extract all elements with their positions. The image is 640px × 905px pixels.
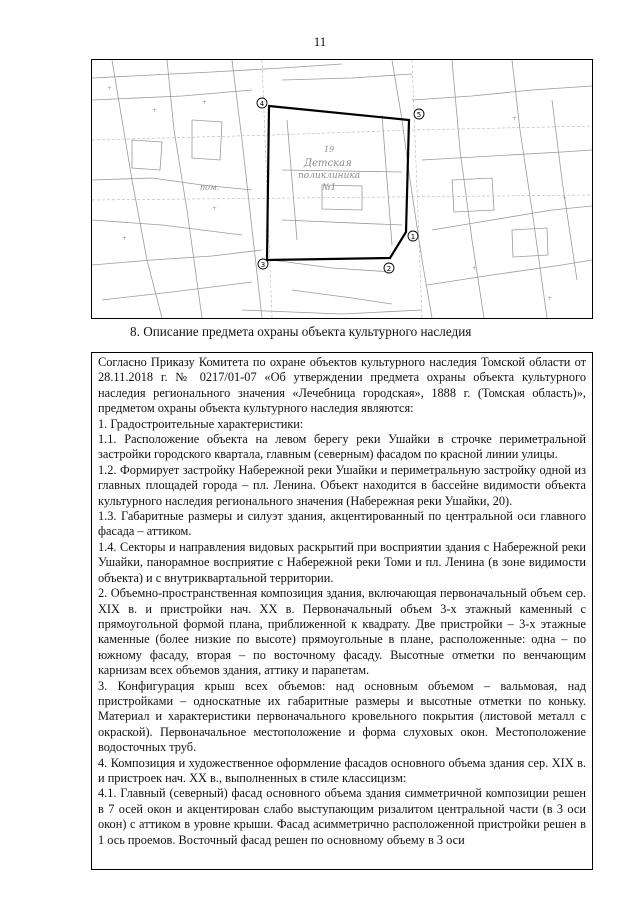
- section-heading: 8. Описание предмета охраны объекта культурного наследия: [130, 324, 472, 339]
- boundary-point-5: [414, 109, 424, 119]
- list-item: 1. Градостроительные характеристики:: [98, 416, 304, 431]
- map-building-label-2: поликлиника: [298, 171, 361, 181]
- boundary-point-4: [257, 98, 267, 108]
- site-plan-map: [91, 59, 593, 319]
- boundary-point-1: [408, 231, 418, 241]
- svg-text:+: +: [152, 107, 158, 114]
- page-number: 11: [313, 34, 327, 49]
- intro-paragraph: Согласно Приказу Комитета по охране объектов культурного наследия Томской области от 28.11.2018 г. № 0217/01-07 «Об утверждении предмета охраны объекта культурного наследия регионального значения «Лечебница городская», 1888 г. (Томская область)», предметом охраны объекта культурного наследия являются:: [98, 355, 586, 416]
- list-item: 4.1. Главный (северный) фасад основного объема здания симметричной композиции решен в 7 осей окон и акцентирован слабо выступающим ризалитом центральной части (в 3 оси окон) с аттиком в уровне крыши. Фасад асимметрично расположенной пристройки решен в 1 ось проемов. Восточный фасад решен по основному объему в 3 оси: [98, 786, 586, 847]
- svg-text:4: 4: [259, 100, 265, 108]
- boundary-point-3: [258, 259, 268, 269]
- map-small-marks: [107, 85, 567, 302]
- svg-text:2: 2: [386, 265, 392, 273]
- protection-subject-text: [92, 353, 592, 848]
- site-plan-drawing: [92, 60, 592, 318]
- svg-text:+: +: [122, 235, 128, 242]
- svg-text:+: +: [562, 195, 568, 202]
- svg-text:+: +: [547, 295, 553, 302]
- svg-text:+: +: [212, 205, 218, 212]
- map-dashed-lines: [92, 60, 592, 318]
- list-item: 2. Объемно-пространственная композиция здания, включающая первоначальный объем сер. XIX в. и пристройки нач. XX в. Первоначальный объем 3-х этажный каменный с прямоугольной формой плана, приближенной к квадрату. Две пристройки – 3-х этажные каменные (более низкие по высоте) прямоугольные в плане, расположенные: одна – по южному фасаду, вторая – по восточному фасаду. Высотные отметки по венчающим карнизам всех объемов здания, аттику и парапетам.: [98, 586, 586, 678]
- svg-text:+: +: [472, 265, 478, 272]
- list-item: 1.1. Расположение объекта на левом берегу реки Ушайки в строчке периметральной застройки городского квартала, главным (северным) фасадом по красной линии улицы.: [98, 432, 586, 462]
- list-item: 1.4. Секторы и направления видовых раскрытий при восприятии здания с Набережной реки Ушайки, панорамное восприятие с Набережной реки Томи и пл. Ленина (в зоне видимости объекта) и с внутриквартальной территории.: [98, 539, 586, 585]
- boundary-point-2: [384, 263, 394, 273]
- map-west-label: пом.: [200, 183, 220, 192]
- map-building-label-3: №1: [322, 183, 337, 193]
- svg-text:+: +: [512, 115, 518, 122]
- svg-text:+: +: [202, 99, 208, 106]
- list-item: 1.2. Формирует застройку Набережной реки Ушайки и периметральную застройку одной из главных площадей города – пл. Ленина. Объект находится в бассейне видимости объекта культурного наследия регионального значения (Набережная реки Ушайки, 20).: [98, 462, 586, 508]
- list-item: 1.3. Габаритные размеры и силуэт здания, акцентированный по центральной оси главного фасада – аттиком.: [98, 509, 586, 539]
- svg-text:5: 5: [416, 111, 422, 119]
- svg-text:+: +: [107, 85, 113, 92]
- svg-text:3: 3: [260, 261, 266, 269]
- map-building-number: 19: [324, 145, 335, 154]
- protection-zone-boundary: [267, 106, 409, 260]
- list-item: 4. Композиция и художественное оформление фасадов основного объема здания сер. XIX в. и пристроек нач. XX в., выполненных в стиле классицизм:: [98, 755, 586, 785]
- svg-text:1: 1: [410, 233, 416, 241]
- list-item: 3. Конфигурация крыш всех объемов: над основным объемом – вальмовая, над пристройками – односкатные их габаритные размеры и высотные отметки по коньку. Материал и характеристики первоначального кровельного покрытия (листовой металл с окраской). Первоначальное местоположение и форма слуховых окон. Местоположение водосточных труб.: [98, 678, 586, 755]
- protection-subject-box: [91, 352, 593, 870]
- map-background-lines: [92, 60, 592, 318]
- map-building-label-1: Детская: [304, 158, 352, 169]
